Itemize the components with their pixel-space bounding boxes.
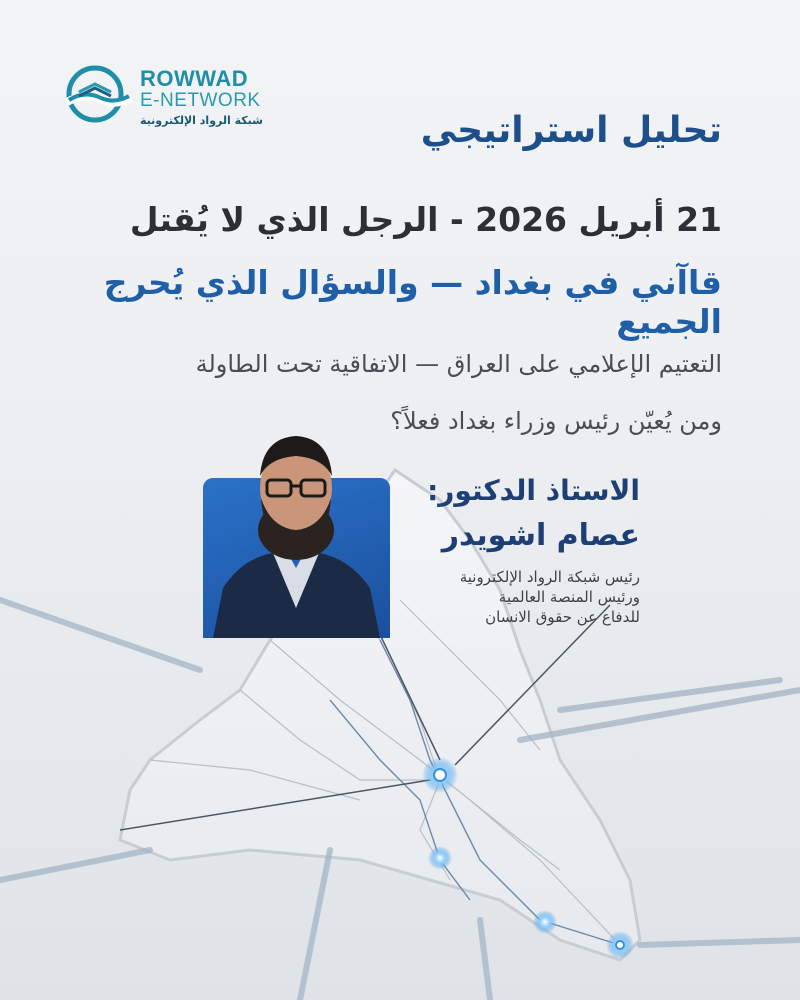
author-label: الاستاذ الدكتور: [427, 474, 640, 507]
brand-name-line1: ROWWAD [140, 66, 249, 91]
headline-line1: 21 أبريل 2026 - الرجل الذي لا يُقتل [129, 200, 722, 239]
author-role-line1: رئيس شبكة الرواد الإلكترونية [459, 568, 640, 586]
brand-name-line2: E-NETWORK [140, 90, 261, 111]
author-role-line3: للدفاع عن حقوق الانسان [485, 608, 640, 626]
book-wave-logo-icon [55, 64, 135, 128]
author-role-line2: ورئيس المنصة العالمية [498, 588, 640, 606]
brand-logo [55, 62, 275, 132]
category-title: تحليل استراتيجي [420, 110, 722, 151]
brand-name-arabic: شبكة الرواد الإلكترونية [140, 114, 263, 127]
subtitle-line2: ومن يُعيّن رئيس وزراء بغداد فعلاً؟ [390, 407, 722, 435]
subtitle-line1: التعتيم الإعلامي على العراق — الاتفاقية تحت الطاولة [195, 350, 722, 378]
headline-line2: قاآني في بغداد — والسؤال الذي يُحرج الجميع [103, 263, 722, 341]
author-name: عصام اشويدر [441, 518, 640, 553]
portrait-image [203, 418, 390, 638]
